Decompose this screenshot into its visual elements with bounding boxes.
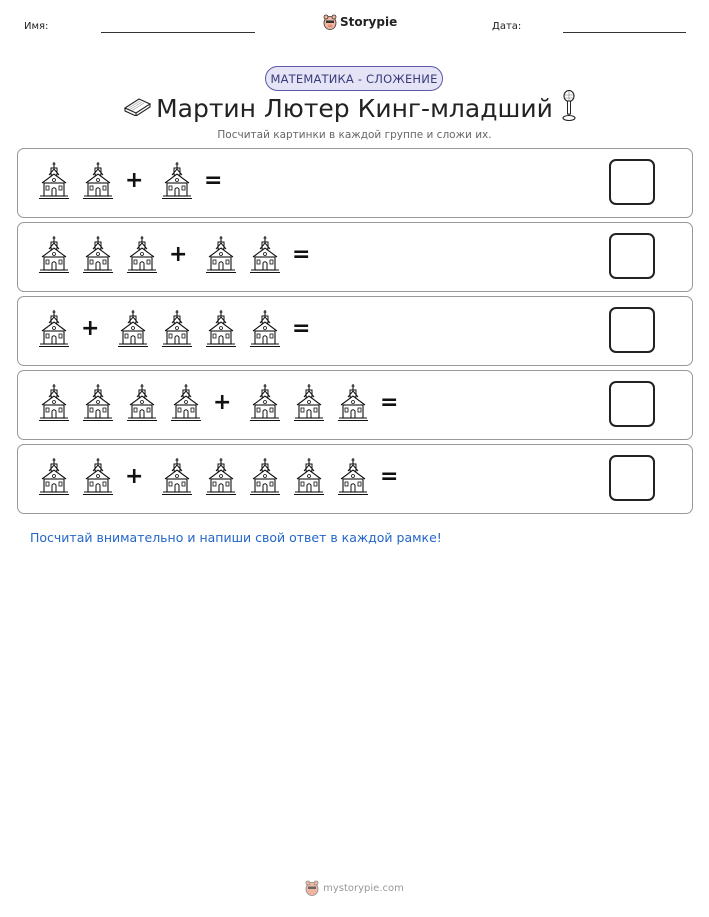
church-icon bbox=[38, 383, 70, 423]
church-icon bbox=[82, 457, 114, 497]
name-label: Имя: bbox=[24, 21, 49, 32]
church-icon bbox=[161, 457, 193, 497]
plus-sign: + bbox=[81, 316, 100, 341]
church-icon bbox=[38, 309, 70, 349]
church-icon bbox=[38, 161, 70, 201]
church-icon bbox=[82, 383, 114, 423]
church-icon bbox=[293, 383, 325, 423]
church-icon bbox=[293, 457, 325, 497]
plus-sign: + bbox=[213, 390, 232, 415]
equals-sign: = bbox=[380, 390, 399, 415]
church-icon bbox=[249, 235, 281, 275]
storypie-brand bbox=[323, 13, 397, 31]
church-icon bbox=[82, 161, 114, 201]
plus-sign: + bbox=[125, 464, 144, 489]
footer-note: Посчитай внимательно и напиши свой ответ в каждой рамке! bbox=[30, 530, 442, 545]
date-label: Дата: bbox=[492, 21, 522, 32]
answer-box[interactable] bbox=[609, 159, 655, 205]
name-field-line[interactable] bbox=[101, 32, 255, 33]
church-icon bbox=[205, 457, 237, 497]
problem-row bbox=[17, 148, 693, 218]
answer-box[interactable] bbox=[609, 233, 655, 279]
page-title: Мартин Лютер Кинг-младший bbox=[156, 94, 553, 123]
problem-row bbox=[17, 370, 693, 440]
storypie-logo-icon bbox=[305, 880, 319, 896]
church-icon bbox=[249, 309, 281, 349]
equals-sign: = bbox=[292, 316, 311, 341]
church-icon bbox=[249, 457, 281, 497]
answer-box[interactable] bbox=[609, 455, 655, 501]
book-icon bbox=[122, 96, 152, 116]
church-icon bbox=[126, 235, 158, 275]
plus-sign: + bbox=[125, 168, 144, 193]
problem-row bbox=[17, 296, 693, 366]
church-icon bbox=[205, 235, 237, 275]
answer-box[interactable] bbox=[609, 381, 655, 427]
church-icon bbox=[161, 161, 193, 201]
answer-box[interactable] bbox=[609, 307, 655, 353]
church-icon bbox=[161, 309, 193, 349]
church-icon bbox=[249, 383, 281, 423]
footer-url: mystorypie.com bbox=[323, 882, 404, 894]
problem-row bbox=[17, 222, 693, 292]
problem-row bbox=[17, 444, 693, 514]
church-icon bbox=[82, 235, 114, 275]
church-icon bbox=[117, 309, 149, 349]
equals-sign: = bbox=[204, 168, 223, 193]
church-icon bbox=[170, 383, 202, 423]
subject-badge: МАТЕМАТИКА - СЛОЖЕНИЕ bbox=[265, 66, 443, 91]
church-icon bbox=[205, 309, 237, 349]
brand-name: Storypie bbox=[340, 15, 398, 29]
church-icon bbox=[38, 235, 70, 275]
storypie-logo-icon bbox=[323, 14, 337, 30]
equals-sign: = bbox=[380, 464, 399, 489]
footer-brand bbox=[0, 880, 709, 896]
date-field-line[interactable] bbox=[563, 32, 686, 33]
church-icon bbox=[126, 383, 158, 423]
equals-sign: = bbox=[292, 242, 311, 267]
church-icon bbox=[337, 457, 369, 497]
instructions: Посчитай картинки в каждой группе и сложи их. bbox=[217, 129, 492, 141]
microphone-icon bbox=[560, 90, 578, 122]
church-icon bbox=[38, 457, 70, 497]
plus-sign: + bbox=[169, 242, 188, 267]
worksheet-header bbox=[0, 0, 709, 40]
church-icon bbox=[337, 383, 369, 423]
problem-list bbox=[17, 148, 693, 518]
